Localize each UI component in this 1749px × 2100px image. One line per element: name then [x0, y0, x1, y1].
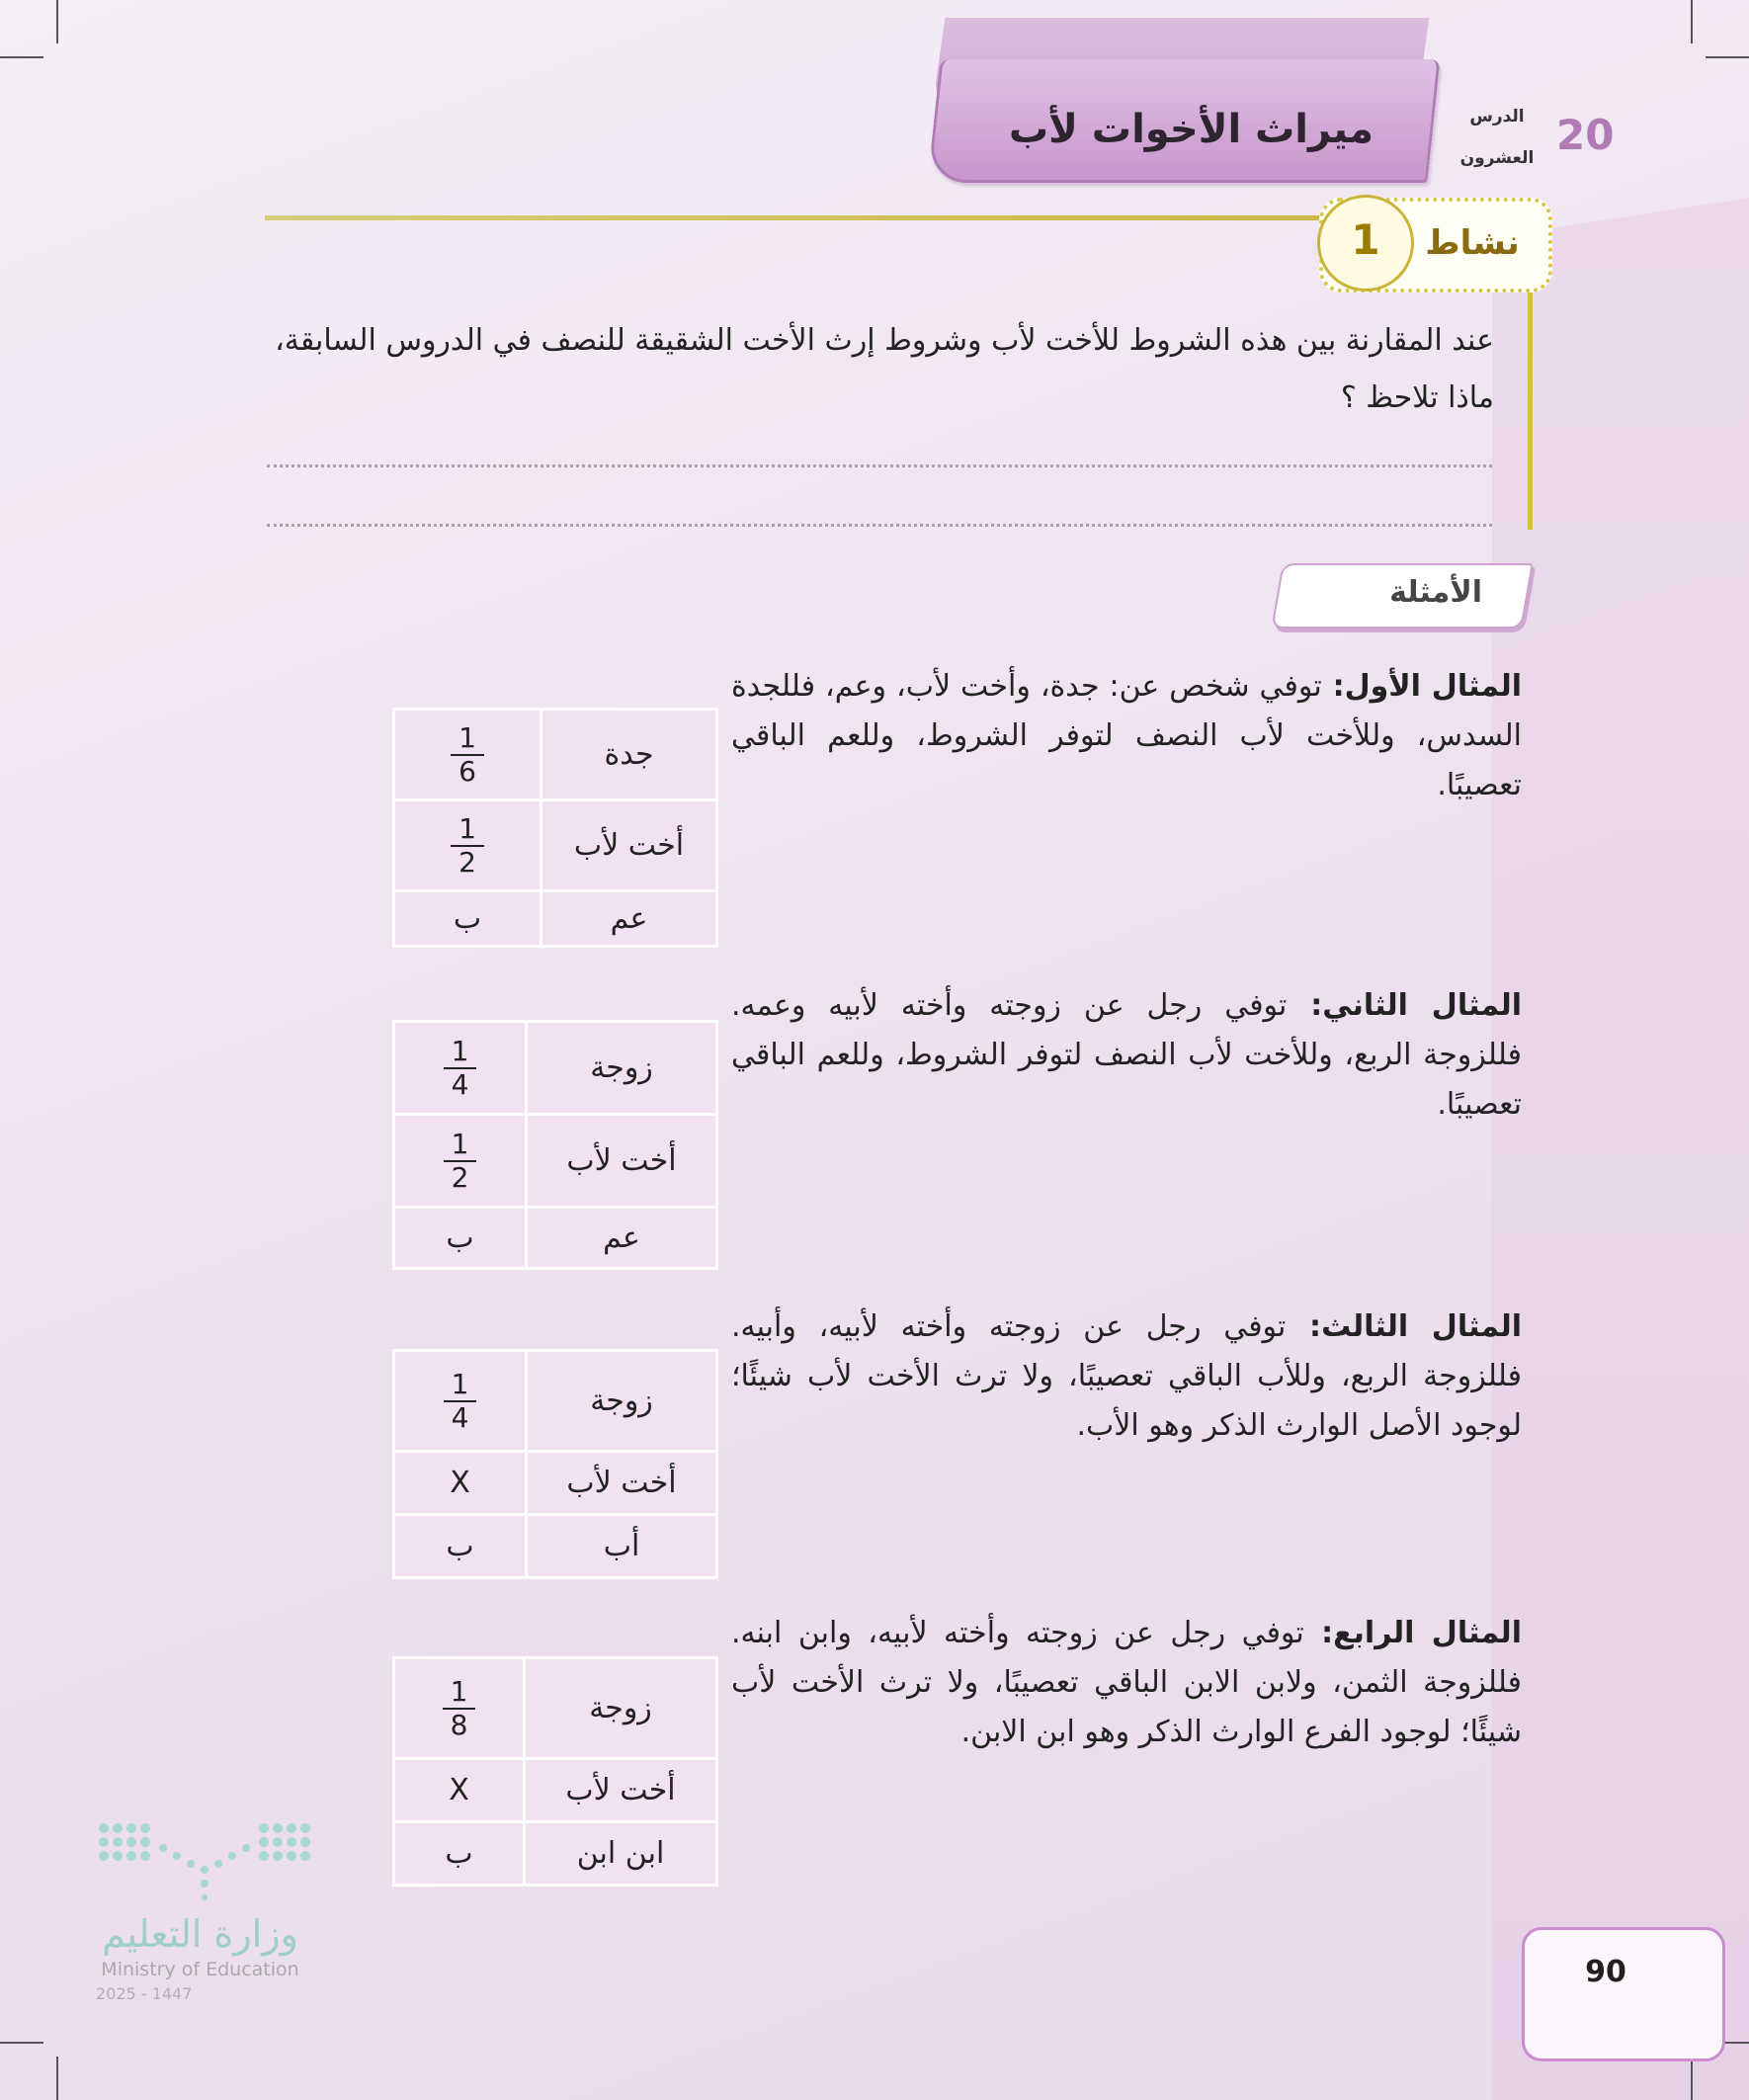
page-number: 90	[1585, 1955, 1626, 1989]
example-text: توفي رجل عن زوجته وأخته لأبيه، وأبيه. فللزوجة الربع، وللأب الباقي تعصيبًا، ولا ترث الأخت لأب شيئًا؛ لوجود الأصل الوارث الذكر وهو الأب.	[731, 1309, 1522, 1443]
table-row	[394, 710, 717, 800]
crop-mark	[1706, 56, 1749, 58]
table-row	[394, 891, 717, 947]
crop-mark	[0, 56, 43, 58]
table-row	[394, 1658, 717, 1759]
example-text: توفي شخص عن: جدة، وأخت لأب، وعم، فللجدة السدس، وللأخت لأب النصف لتوفر الشروط، وللعم الباقي تعصيبًا.	[731, 669, 1522, 802]
logo-arabic-text: وزارة التعليم	[102, 1912, 298, 1956]
table-row	[394, 1022, 717, 1115]
example-paragraph: المثال الأول: توفي شخص عن: جدة، وأخت لأب، وعم، فللجدة السدس، وللأخت لأب النصف لتوفر الشروط، وللعم الباقي تعصيبًا.	[731, 669, 1522, 802]
fraction: $\frac{1}{2}$	[444, 1129, 477, 1194]
table-row	[394, 1452, 717, 1515]
heir-cell: زوجة	[527, 1022, 717, 1115]
shares-table	[392, 1020, 718, 1270]
fraction: $\frac{1}{6}$	[451, 722, 484, 788]
answer-line[interactable]	[267, 464, 1492, 467]
example-paragraph: المثال الثاني: توفي رجل عن زوجته وأخته لأبيه وعمه. فللزوجة الربع، وللأخت لأب النصف لتوفر الشروط، وللعم الباقي تعصيبًا.	[731, 988, 1522, 1122]
shares-table	[392, 1656, 718, 1887]
activity-question	[259, 312, 1494, 427]
example-text: توفي رجل عن زوجته وأخته لأبيه، وابن ابنه. فللزوجة الثمن، ولابن الابن الباقي تعصيبًا، ولا ترث الأخت لأب شيئًا؛ لوجود الفرع الوارث الذكر وهو ابن الابن.	[731, 1616, 1522, 1749]
share-cell: X	[394, 1452, 527, 1515]
share-cell	[394, 710, 541, 800]
activity-label: نشاط	[1425, 223, 1520, 263]
share-cell: ب	[394, 1822, 525, 1886]
activity-number: 1	[1351, 215, 1380, 264]
table-row	[394, 1351, 717, 1452]
example-title: المثال الرابع	[1333, 1616, 1522, 1650]
share-cell	[394, 1022, 527, 1115]
lesson-word: الدرس	[1469, 107, 1525, 126]
share-cell	[394, 1351, 527, 1452]
share-cell: X	[394, 1759, 525, 1822]
heir-cell: أخت لأب	[527, 1115, 717, 1208]
example-title: المثال الثالث	[1321, 1309, 1522, 1344]
example-text: توفي رجل عن زوجته وأخته لأبيه وعمه. فللزوجة الربع، وللأخت لأب النصف لتوفر الشروط، وللعم الباقي تعصيبًا.	[731, 988, 1522, 1122]
example-title: المثال الأول	[1344, 669, 1522, 704]
crop-mark	[0, 2042, 43, 2044]
share-cell: ب	[394, 1515, 527, 1578]
fraction: $\frac{1}{4}$	[444, 1036, 477, 1101]
shares-table	[392, 708, 718, 948]
question-line: عند المقارنة بين هذه الشروط للأخت لأب وشروط إرث الأخت الشقيقة للنصف في الدروس السابقة،	[275, 323, 1494, 358]
heir-cell: أب	[527, 1515, 717, 1578]
share-cell: ب	[394, 891, 541, 947]
crop-mark	[1691, 2057, 1693, 2100]
heir-cell: أخت لأب	[541, 800, 717, 891]
examples-label: الأمثلة	[1389, 575, 1482, 610]
crop-mark	[56, 2057, 58, 2100]
shares-table	[392, 1349, 718, 1579]
crop-mark	[56, 0, 58, 43]
share-cell	[394, 800, 541, 891]
table-row	[394, 1759, 717, 1822]
example-title: المثال الثاني	[1322, 988, 1522, 1023]
question-line: ماذا تلاحظ ؟	[1340, 380, 1494, 415]
example-paragraph: المثال الرابع: توفي رجل عن زوجته وأخته لأبيه، وابن ابنه. فللزوجة الثمن، ولابن الابن الباقي تعصيبًا، ولا ترث الأخت لأب شيئًا؛ لوجود الفرع الوارث الذكر وهو ابن الابن.	[731, 1616, 1522, 1749]
heir-cell: زوجة	[527, 1351, 717, 1452]
table-row	[394, 800, 717, 891]
heir-cell: ابن ابن	[525, 1822, 717, 1886]
lesson-ordinal: العشرون	[1459, 148, 1535, 168]
share-cell	[394, 1658, 525, 1759]
heir-cell: عم	[541, 891, 717, 947]
heir-cell: أخت لأب	[525, 1759, 717, 1822]
share-cell: ب	[394, 1208, 527, 1269]
logo-year: 2025 - 1447	[96, 1984, 193, 2003]
table-row	[394, 1208, 717, 1269]
share-cell	[394, 1115, 527, 1208]
heir-cell: جدة	[541, 710, 717, 800]
fraction: $\frac{1}{8}$	[443, 1676, 476, 1741]
lesson-title: ميراث الأخوات لأب	[1008, 107, 1374, 152]
lesson-number: 20	[1556, 111, 1615, 159]
heir-cell: زوجة	[525, 1658, 717, 1759]
ministry-logo-icon	[94, 1818, 321, 1907]
crop-mark	[1691, 0, 1693, 43]
answer-line[interactable]	[267, 524, 1492, 527]
fraction: $\frac{1}{2}$	[451, 813, 484, 879]
table-row	[394, 1115, 717, 1208]
table-row	[394, 1822, 717, 1886]
heir-cell: أخت لأب	[527, 1452, 717, 1515]
logo-english-text: Ministry of Education	[101, 1959, 299, 1980]
fraction: $\frac{1}{4}$	[444, 1369, 477, 1434]
example-paragraph: المثال الثالث: توفي رجل عن زوجته وأخته لأبيه، وأبيه. فللزوجة الربع، وللأب الباقي تعصيبًا، ولا ترث الأخت لأب شيئًا؛ لوجود الأصل الوارث الذكر وهو الأب.	[731, 1309, 1522, 1443]
heir-cell: عم	[527, 1208, 717, 1269]
table-row	[394, 1515, 717, 1578]
page-number-box	[1522, 1927, 1725, 2061]
